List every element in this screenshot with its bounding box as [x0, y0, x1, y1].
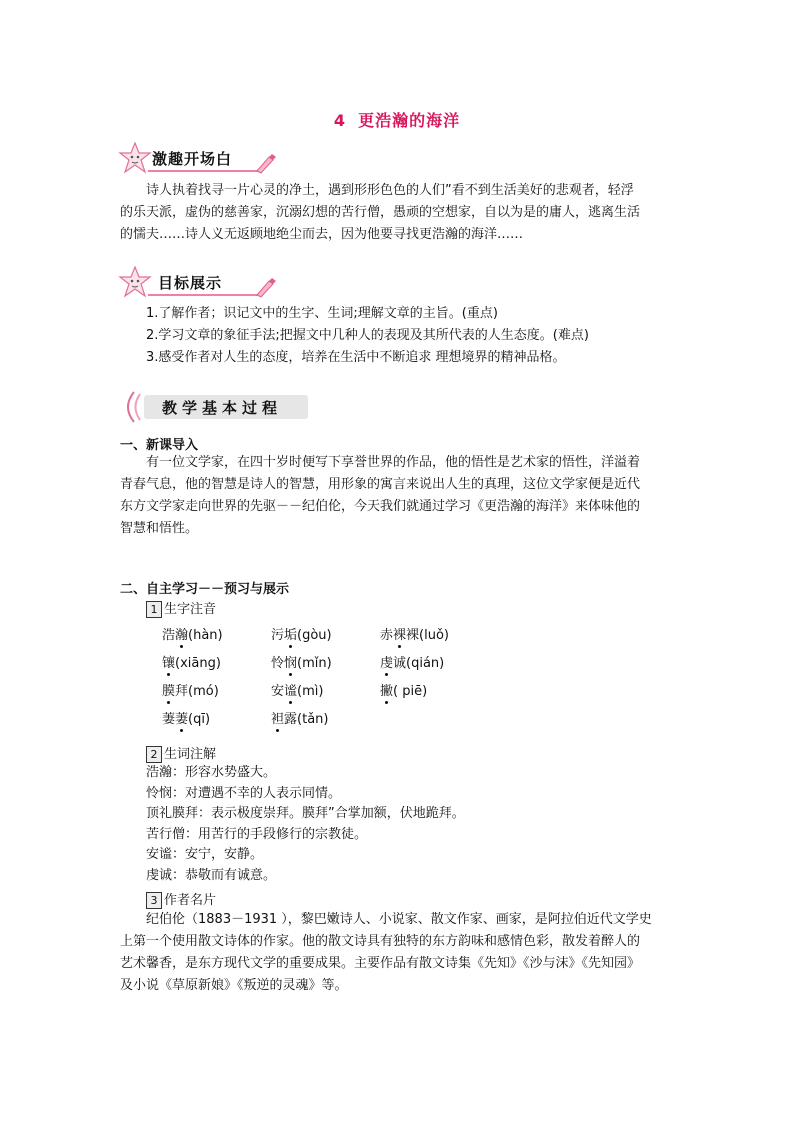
- intro-paragraph: [120, 180, 680, 246]
- subsection-author: [146, 889, 216, 909]
- subsection-label: 作者名片: [164, 893, 217, 908]
- author-line: 上第一个使用散文诗体的作家。他的散文诗具有独特的东方韵味和感情色彩，散发着醉人的: [120, 934, 641, 949]
- star-icon: [118, 142, 152, 174]
- pen-icon: [254, 276, 278, 298]
- pinyin-item: 膜拜(mó): [162, 684, 219, 699]
- goals-banner: [118, 266, 278, 298]
- glossary-item: 浩瀚：形容水势盛大。: [146, 765, 277, 780]
- subsection-number: 2: [146, 746, 162, 763]
- subsection-number: 3: [146, 892, 162, 909]
- pinyin-item: 赤裸裸(luǒ): [380, 628, 449, 643]
- pinyin-item: 安谧(mì): [271, 684, 324, 699]
- page-title: [0, 108, 794, 131]
- goals-list: [146, 303, 686, 369]
- section1-line: 智慧和悟性。: [120, 521, 199, 536]
- lesson-title: 更浩瀚的海洋: [358, 111, 461, 130]
- goal-item: 1.了解作者；识记文中的生字、生词;理解文章的主旨。(重点): [146, 306, 498, 321]
- author-line: 艺术馨香，是东方现代文学的重要成果。主要作品有散文诗集《先知》《沙与沫》《先知园》: [120, 956, 641, 971]
- goal-item: 2.学习文章的象征手法;把握文中几种人的表现及其所代表的人生态度。(难点): [146, 328, 589, 343]
- banner-underline: [148, 294, 260, 296]
- subsection-vocabulary: [146, 743, 216, 763]
- goals-heading: 目标展示: [158, 274, 223, 292]
- goal-item: 3.感受作者对人生的态度，培养在生活中不断追求 理想境界的精神品格。: [146, 350, 566, 365]
- pinyin-item: 污垢(gòu): [271, 628, 332, 643]
- pinyin-item: 镶(xiāng): [162, 656, 221, 671]
- section1-line: 东方文学家走向世界的先驱－－纪伯伦，今天我们就通过学习《更浩瀚的海洋》来体味他的: [120, 499, 641, 514]
- intro-line: 的乐天派，虚伪的慈善家，沉溺幻想的苦行僧，愚顽的空想家，自以为是的庸人，逃离生活: [120, 205, 641, 220]
- section1-line: 有一位文学家，在四十岁时便写下享誉世界的作品，他的悟性是艺术家的悟性，洋溢着: [146, 455, 641, 470]
- process-banner: [120, 388, 312, 426]
- process-heading: 教学基本过程: [162, 399, 283, 417]
- section1-paragraph: [120, 452, 680, 540]
- glossary-item: 顶礼膜拜：表示极度崇拜。膜拜”合掌加额，伏地跪拜。: [146, 806, 465, 821]
- banner-underline: [148, 170, 260, 172]
- pinyin-item: 萋萋(qī): [162, 712, 211, 727]
- pinyin-item: 撇( piē): [380, 684, 428, 699]
- lesson-number: 4: [333, 111, 347, 130]
- star-icon: [118, 266, 152, 298]
- glossary-item: 苦行僧：用苦行的手段修行的宗教徒。: [146, 826, 368, 842]
- glossary-item: 虔诚：恭敬而有诚意。: [146, 867, 277, 883]
- intro-heading: 激趣开场白: [152, 150, 233, 168]
- intro-banner: [118, 142, 278, 174]
- pen-icon: [254, 152, 278, 174]
- glossary-list: [146, 763, 666, 886]
- section1-heading: 一、新课导入: [120, 438, 199, 453]
- pinyin-item: 浩瀚(hàn): [162, 628, 223, 643]
- glossary-item: 怜悯：对遭遇不幸的人表示同情。: [146, 785, 342, 801]
- pinyin-item: 袒露(tǎn): [271, 712, 329, 727]
- subsection-number: 1: [146, 601, 162, 618]
- section2-heading: 二、自主学习－－预习与展示: [120, 582, 290, 597]
- author-line: 及小说《草原新娘》《叛逆的灵魂》等。: [120, 978, 348, 993]
- subsection-new-characters: [146, 598, 216, 618]
- author-line: 纪伯伦（1883－1931 ），黎巴嫩诗人、小说家、散文作家、画家，是阿拉伯近代文学史: [146, 912, 652, 927]
- intro-line: 诗人执着找寻一片心灵的净土，遇到形形色色的人们”看不到生活美好的悲观者，轻浮: [146, 183, 634, 198]
- subsection-label: 生词注解: [164, 747, 217, 762]
- section1-line: 青春气息，他的智慧是诗人的智慧，用形象的寓言来说出人生的真理，这位文学家便是近代: [120, 477, 641, 492]
- intro-line: 的懦夫……诗人义无返顾地绝尘而去，因为他要寻找更浩瀚的海洋……: [120, 227, 524, 242]
- pinyin-item: 怜悯(mǐn): [271, 656, 332, 671]
- subsection-label: 生字注音: [164, 602, 217, 617]
- pinyin-item: 虔诚(qián): [380, 656, 445, 671]
- glossary-item: 安谧：安宁，安静。: [146, 847, 264, 862]
- author-paragraph: [120, 909, 680, 997]
